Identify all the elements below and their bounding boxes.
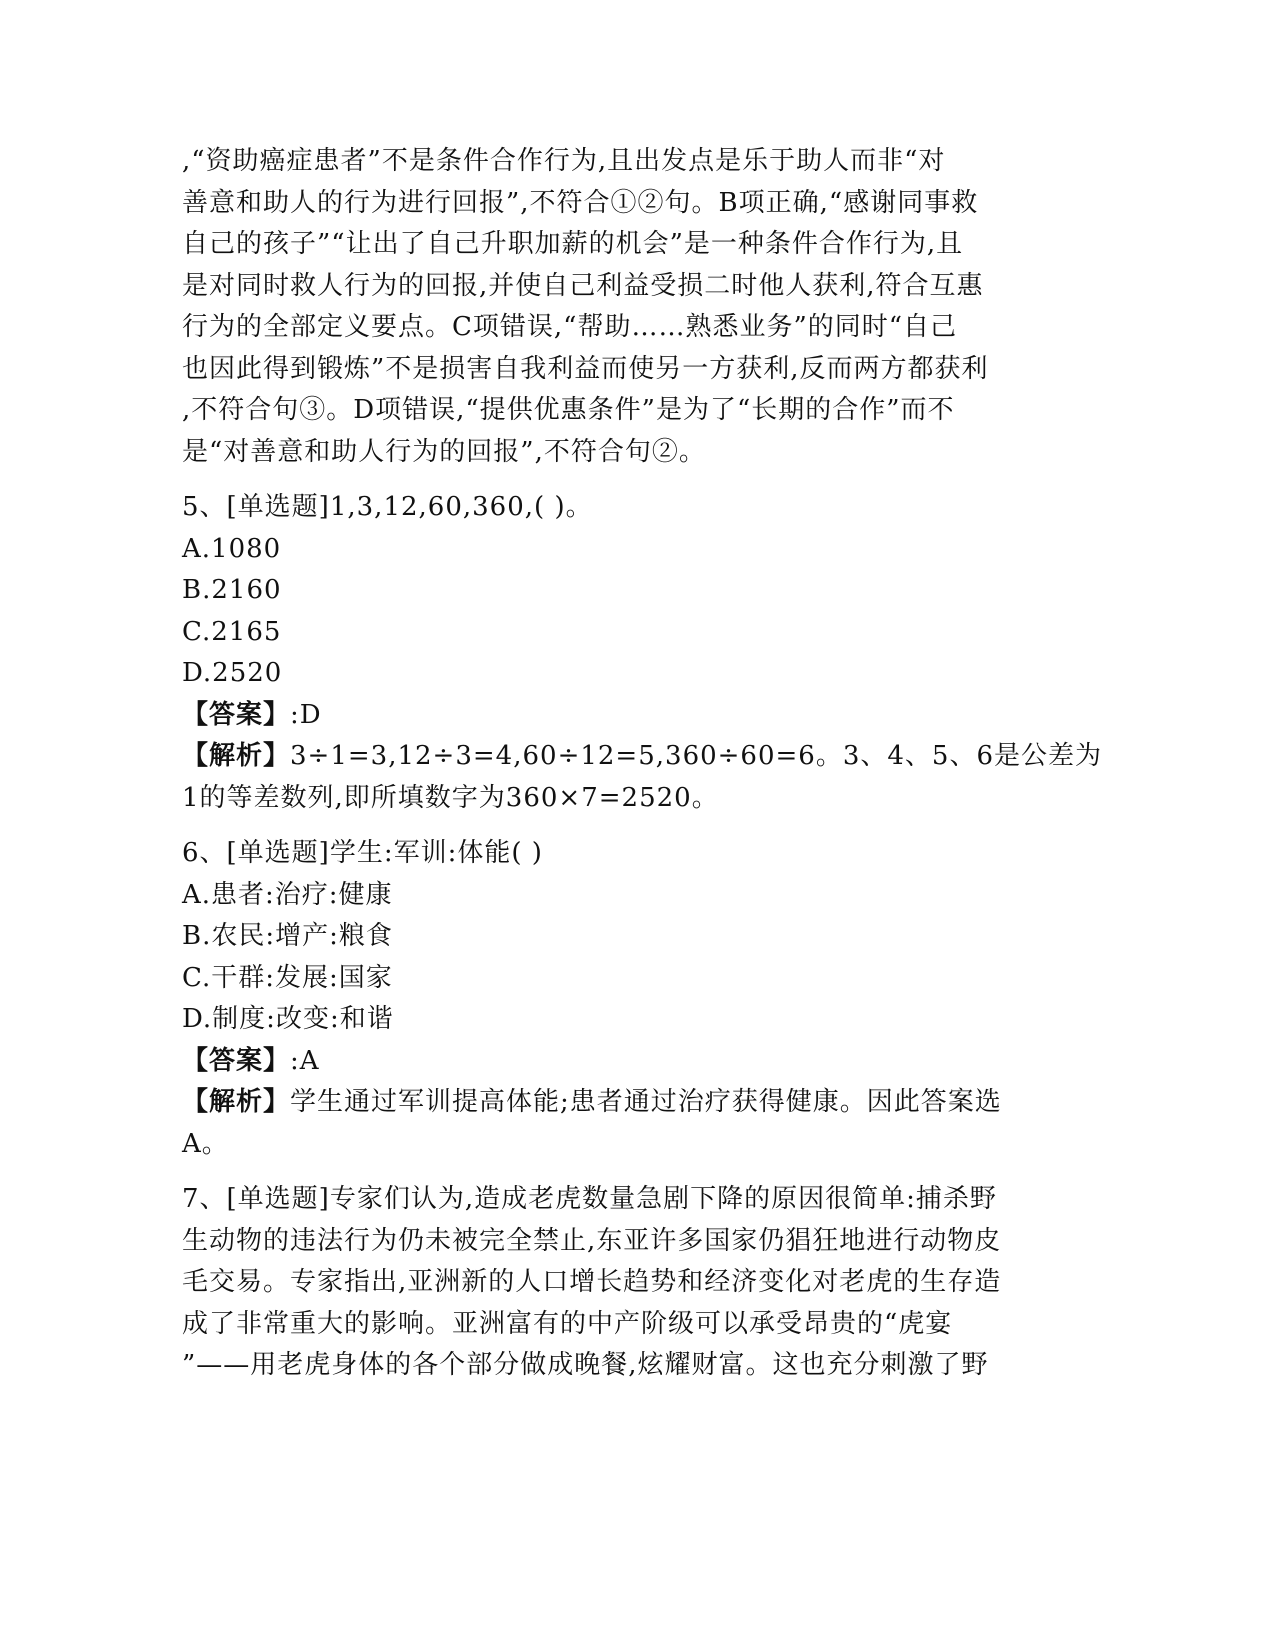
answer-line (182, 695, 1042, 737)
option-d: D.制度:改变:和谐 (182, 1004, 394, 1034)
analysis-text: 学生通过军训提高体能;患者通过治疗获得健康。因此答案选 (290, 1087, 1002, 1117)
analysis-text-line: 自己的孩子”“让出了自己升职加薪的机会”是一种条件合作行为,且 (182, 229, 964, 259)
option-d: D.2520 (182, 658, 283, 688)
analysis-text-line: 善意和助人的行为进行回报”,不符合①②句。B项正确,“感谢同事救 (182, 187, 979, 218)
option-a: A.患者:治疗:健康 (182, 879, 393, 910)
question-6 (182, 833, 1042, 1165)
analysis-line (182, 736, 1103, 778)
analysis-label: 【解析】 (182, 741, 291, 771)
answer-value: :A (290, 1045, 320, 1076)
question-stem-line: 成了非常重大的影响。亚洲富有的中产阶级可以承受昂贵的“虎宴 (182, 1308, 953, 1339)
analysis-label: 【解析】 (182, 1087, 291, 1117)
question-7 (182, 1179, 1042, 1387)
analysis-text-line: ,“资助癌症患者”不是条件合作行为,且出发点是乐于助人而非“对 (182, 146, 946, 176)
answer-line (182, 1041, 1042, 1083)
document-page (182, 141, 1103, 1387)
option-c: C.干群:发展:国家 (182, 962, 393, 993)
analysis-text-line: 也因此得到锻炼”不是损害自我利益而使另一方获利,反而两方都获利 (182, 353, 989, 384)
question-stem-line: 7、[单选题]专家们认为,造成老虎数量急剧下降的原因很简单:捕杀野 (182, 1184, 997, 1214)
answer-value: :D (290, 699, 322, 730)
analysis-text: 3÷1=3,12÷3=4,60÷12=5,360÷60=6。3、4、5、6是公差为 (290, 741, 1103, 771)
analysis-line (182, 1082, 1042, 1124)
question-stem: 5、[单选题]1,3,12,60,360,( )。 (182, 492, 593, 522)
option-b: B.2160 (182, 575, 282, 605)
question-stem-line: ”——用老虎身体的各个部分做成晚餐,炫耀财富。这也充分刺激了野 (182, 1350, 989, 1380)
analysis-text-line: ,不符合句③。D项错误,“提供优惠条件”是为了“长期的合作”而不 (182, 395, 955, 425)
question-5 (182, 487, 1103, 819)
answer-label: 【答案】 (182, 1045, 291, 1076)
analysis-text-line: A。 (182, 1128, 229, 1159)
analysis-text-line: 是对同时救人行为的回报,并使自己利益受损二时他人获利,符合互惠 (182, 270, 984, 301)
analysis-text-line: 行为的全部定义要点。C项错误,“帮助……熟悉业务”的同时“自己 (182, 312, 958, 342)
question-stem: 6、[单选题]学生:军训:体能( ) (182, 838, 543, 868)
answer-label: 【答案】 (182, 699, 291, 730)
option-c: C.2165 (182, 616, 282, 647)
question-stem-line: 毛交易。专家指出,亚洲新的人口增长趋势和经济变化对老虎的生存造 (182, 1267, 1002, 1297)
option-b: B.农民:增产:粮食 (182, 921, 393, 951)
question-stem-line: 生动物的违法行为仍未被完全禁止,东亚许多国家仍猖狂地进行动物皮 (182, 1225, 1002, 1256)
analysis-text-line: 是“对善意和助人行为的回报”,不符合句②。 (182, 436, 706, 467)
analysis-text-line: 1的等差数列,即所填数字为360×7=2520。 (182, 782, 719, 813)
previous-analysis-block (182, 141, 1042, 473)
option-a: A.1080 (182, 533, 282, 564)
